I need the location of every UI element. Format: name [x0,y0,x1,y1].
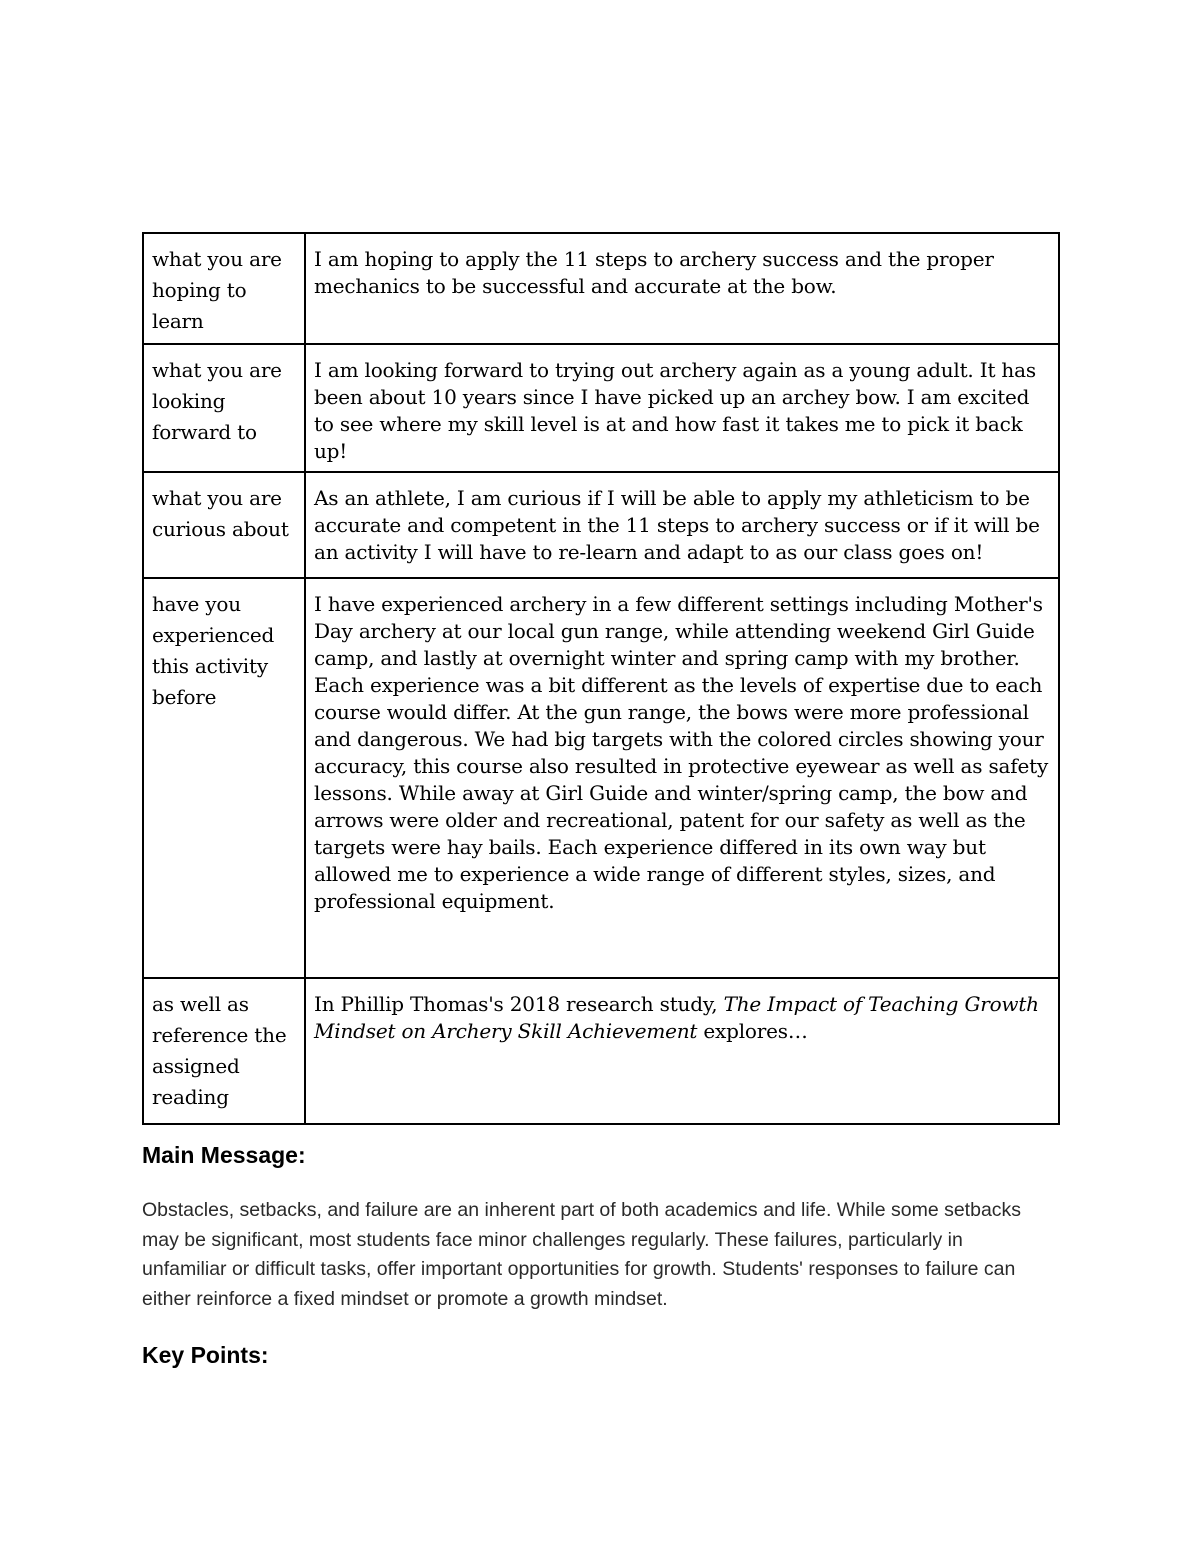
prompt-cell: what you are curious about [143,472,305,578]
reflection-table [142,232,1060,1125]
answer-cell: As an athlete, I am curious if I will be able to apply my athleticism to be accurate and competent in the 11 steps to archery success or if it will be an activity I will have to re-learn and adapt to as our class goes on! [305,472,1059,578]
answer-cell: I have experienced archery in a few different settings including Mother's Day archery at our local gun range, while attending weekend Girl Guide camp, and lastly at overnight winter and spring camp with my brother. Each experience was a bit different as the levels of expertise due to each course would differ. At the gun range, the bows were more professional and dangerous. We had big targets with the colored circles showing your accuracy, this course also resulted in protective eyewear as well as safety lessons. While away at Girl Guide and winter/spring camp, the bow and arrows were older and recreational, patent for our safety as well as the targets were hay bails. Each experience differed in its own way but allowed me to experience a wide range of different styles, sizes, and professional equipment. [305,578,1059,978]
answer-cell [305,978,1059,1124]
table-row [143,472,1059,578]
main-message-body: Obstacles, setbacks, and failure are an inherent part of both academics and life. While some setbacks may be significant, most students face minor challenges regularly. These failures, particularly in unfamiliar or difficult tasks, offer important opportunities for growth. Students' responses to failure can either reinforce a fixed mindset or promote a growth mindset. [142,1199,1022,1310]
reading-title: The Impact of Teaching Growth Mindset on Archery Skill Achievement [314,992,1039,1043]
answer-outro: explores… [697,1019,808,1043]
prompt-cell: have you experienced this activity before [143,578,305,978]
key-points-heading: Key Points: [142,1342,269,1368]
table-row [143,578,1059,978]
answer-cell: I am hoping to apply the 11 steps to archery success and the proper mechanics to be successful and accurate at the bow. [305,233,1059,344]
table-row [143,978,1059,1124]
table-row [143,344,1059,472]
table-row [143,233,1059,344]
answer-cell: I am looking forward to trying out archery again as a young adult. It has been about 10 years since I have picked up an archey bow. I am excited to see where my skill level is at and how fast it takes me to pick it back up! [305,344,1059,472]
prompt-cell: as well as reference the assigned reading [143,978,305,1124]
prompt-cell: what you are looking forward to [143,344,305,472]
answer-intro: In Phillip Thomas's 2018 research study, [314,992,724,1016]
main-message-heading: Main Message: [142,1142,306,1168]
prompt-cell: what you are hoping to learn [143,233,305,344]
